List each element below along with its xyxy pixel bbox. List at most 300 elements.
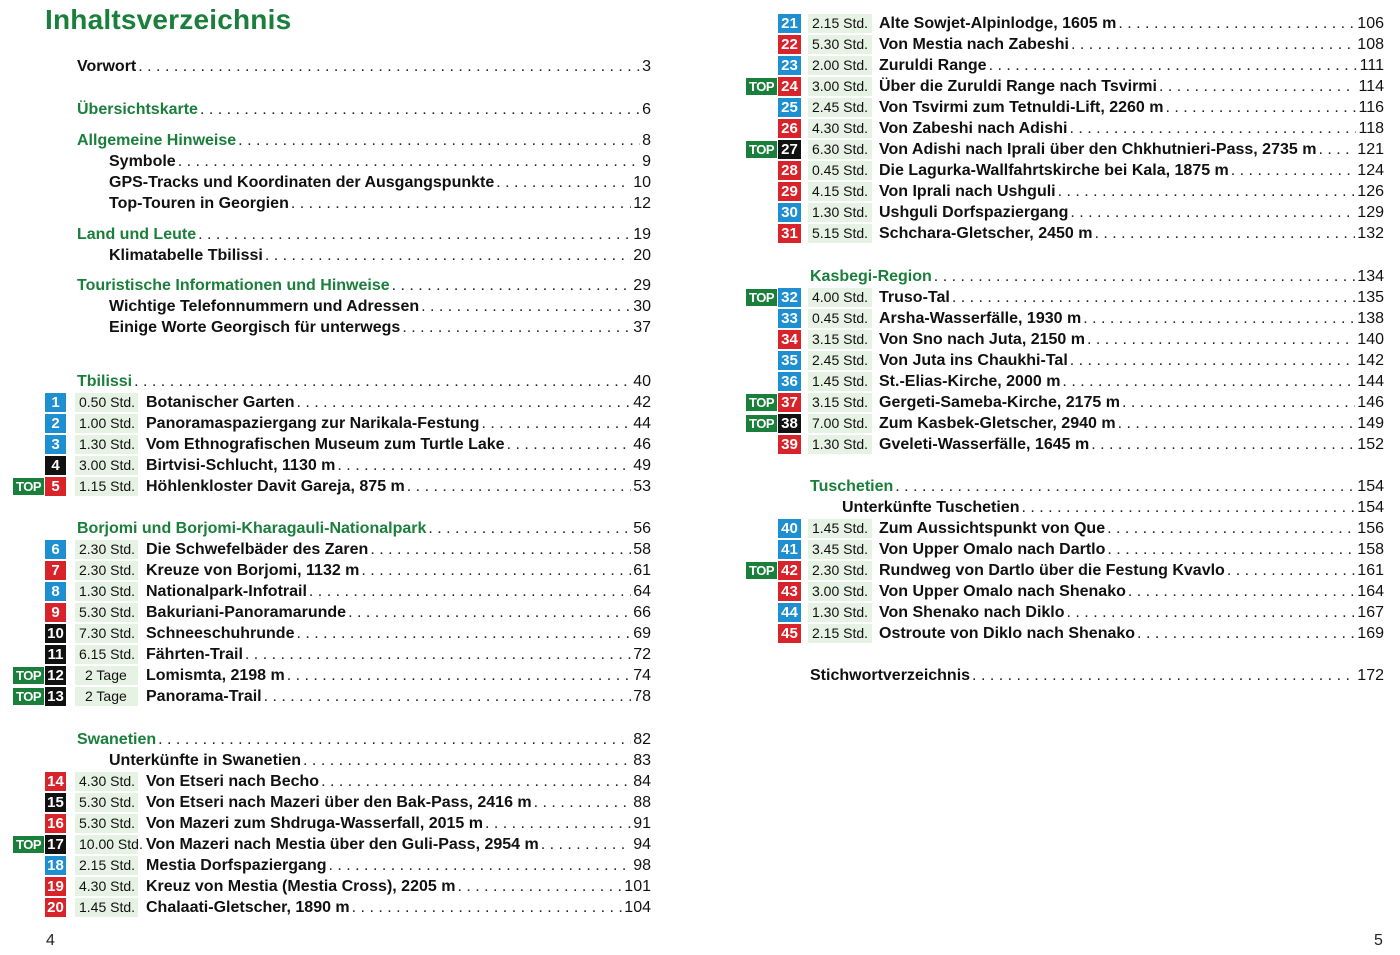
dot-leader bbox=[1122, 394, 1355, 412]
dot-leader bbox=[1128, 583, 1355, 601]
tour-duration: 4.30 Std. bbox=[808, 119, 872, 138]
dot-leader bbox=[1022, 499, 1356, 517]
tour-number-badge: 41 bbox=[778, 540, 801, 559]
top-tour-badge: TOP bbox=[746, 141, 777, 158]
toc-entry-title: Die Schwefelbäder des Zaren bbox=[146, 541, 369, 558]
toc-entry-title: Land und Leute bbox=[77, 226, 197, 243]
tour-number-badge: 37 bbox=[778, 393, 801, 412]
toc-page-number: 161 bbox=[1357, 562, 1384, 579]
toc-entry-title: Wichtige Telefonnummern und Adressen bbox=[109, 298, 420, 315]
toc-tour-entry[interactable] bbox=[0, 835, 1400, 855]
dot-leader bbox=[1070, 204, 1355, 222]
toc-tour-entry[interactable] bbox=[0, 161, 1400, 181]
tour-duration: 1.30 Std. bbox=[808, 203, 872, 222]
toc-page-number: 42 bbox=[633, 394, 651, 411]
toc-tour-entry[interactable] bbox=[0, 14, 1400, 34]
toc-tour-entry[interactable] bbox=[0, 793, 1400, 813]
toc-tour-entry[interactable] bbox=[0, 372, 1400, 392]
top-tour-badge: TOP bbox=[746, 78, 777, 95]
tour-duration: 2.15 Std. bbox=[808, 624, 872, 643]
tour-number-badge: 11 bbox=[45, 645, 66, 664]
toc-tour-entry[interactable] bbox=[0, 456, 1400, 476]
tour-duration: 1.00 Std. bbox=[75, 414, 138, 433]
toc-page-number: 134 bbox=[1357, 268, 1384, 285]
dot-leader bbox=[1118, 415, 1356, 433]
toc-page-number: 91 bbox=[633, 815, 651, 832]
toc-tour-entry[interactable] bbox=[0, 603, 1400, 623]
toc-entry-title: Zuruldi Range bbox=[879, 57, 987, 74]
tour-duration: 2.30 Std. bbox=[75, 561, 138, 580]
tour-duration: 3.00 Std. bbox=[808, 582, 872, 601]
toc-entry-title: Tbilissi bbox=[77, 373, 133, 390]
dot-leader bbox=[972, 667, 1355, 685]
tour-number-badge: 32 bbox=[778, 288, 801, 307]
tour-number-badge: 40 bbox=[778, 519, 801, 538]
toc-entry-title: Von Mazeri nach Mestia über den Guli-Pass, 2954 m bbox=[146, 836, 539, 853]
tour-number-badge: 4 bbox=[45, 456, 66, 475]
toc-entry-title: Von Adishi nach Iprali über den Chkhutnieri-Pass, 2735 m bbox=[879, 141, 1317, 158]
tour-duration: 7.00 Std. bbox=[808, 414, 872, 433]
toc-page-number: 101 bbox=[624, 878, 651, 895]
dot-leader bbox=[1318, 141, 1355, 159]
toc-entry-title: Mestia Dorfspaziergang bbox=[146, 857, 327, 874]
toc-tour-entry[interactable] bbox=[0, 435, 1400, 455]
dot-leader bbox=[158, 731, 631, 749]
dot-leader bbox=[1069, 120, 1356, 138]
dot-leader bbox=[328, 857, 631, 875]
tour-number-badge: 14 bbox=[45, 772, 66, 791]
toc-entry-title: Gergeti-Sameba-Kirche, 2175 m bbox=[879, 394, 1120, 411]
toc-tour-entry[interactable] bbox=[0, 330, 1400, 350]
toc-entry-title: Symbole bbox=[109, 153, 176, 170]
toc-entry-title: Top-Touren in Georgien bbox=[109, 195, 289, 212]
toc-page-number: 104 bbox=[624, 899, 651, 916]
toc-page-number: 146 bbox=[1357, 394, 1384, 411]
page-number-right: 5 bbox=[1374, 932, 1383, 949]
toc-page-number: 8 bbox=[642, 132, 651, 149]
tour-number-badge: 27 bbox=[778, 140, 801, 159]
toc-entry-title: Einige Worte Georgisch für unterwegs bbox=[109, 319, 401, 336]
tour-number-badge: 19 bbox=[45, 877, 66, 896]
toc-page-number: 49 bbox=[633, 457, 651, 474]
dot-leader bbox=[1118, 15, 1355, 33]
toc-tour-entry[interactable] bbox=[0, 877, 1400, 897]
tour-number-badge: 9 bbox=[45, 603, 66, 622]
dot-leader bbox=[1083, 310, 1355, 328]
toc-page-number: 106 bbox=[1357, 15, 1384, 32]
top-tour-badge: TOP bbox=[13, 667, 44, 684]
toc-page-number: 44 bbox=[633, 415, 651, 432]
toc-entry-title: Klimatabelle Tbilissi bbox=[109, 247, 263, 264]
top-tour-badge: TOP bbox=[13, 836, 44, 853]
toc-entry-title: Von Tsvirmi zum Tetnuldi-Lift, 2260 m bbox=[879, 99, 1164, 116]
tour-duration: 0.45 Std. bbox=[808, 161, 872, 180]
toc-entry-title: Stichwortverzeichnis bbox=[810, 667, 971, 684]
dot-leader bbox=[895, 478, 1355, 496]
toc-entry-title: Über die Zuruldi Range nach Tsvirmi bbox=[879, 78, 1157, 95]
tour-duration: 1.30 Std. bbox=[808, 603, 872, 622]
toc-page-number: 56 bbox=[633, 520, 651, 537]
dot-leader bbox=[337, 457, 631, 475]
toc-tour-entry[interactable] bbox=[0, 414, 1400, 434]
toc-entry-title: Nationalpark-Infotrail bbox=[146, 583, 307, 600]
toc-entry-title: Von Shenako nach Diklo bbox=[879, 604, 1065, 621]
tour-duration: 6.30 Std. bbox=[808, 140, 872, 159]
toc-entry-title: Von Etseri nach Becho bbox=[146, 773, 320, 790]
toc-page-number: 126 bbox=[1357, 183, 1384, 200]
toc-entry-title: Bakuriani-Panoramarunde bbox=[146, 604, 347, 621]
toc-entry-title: Zum Kasbek-Gletscher, 2940 m bbox=[879, 415, 1116, 432]
toc-page-number: 69 bbox=[633, 625, 651, 642]
toc-page-number: 167 bbox=[1357, 604, 1384, 621]
dot-leader bbox=[1058, 183, 1356, 201]
toc-page-number: 29 bbox=[633, 277, 651, 294]
toc-page-number: 3 bbox=[642, 58, 651, 75]
toc-tour-entry[interactable] bbox=[0, 77, 1400, 97]
toc-page-number: 74 bbox=[633, 667, 651, 684]
toc-entry-title: Ostroute von Diklo nach Shenako bbox=[879, 625, 1136, 642]
toc-page-number: 40 bbox=[633, 373, 651, 390]
toc-entry-title: Von Zabeshi nach Adishi bbox=[879, 120, 1068, 137]
toc-tour-entry[interactable] bbox=[0, 224, 1400, 244]
toc-tour-entry[interactable] bbox=[0, 35, 1400, 55]
tour-duration: 2.30 Std. bbox=[75, 540, 138, 559]
tour-number-badge: 25 bbox=[778, 98, 801, 117]
tour-duration: 2.45 Std. bbox=[808, 98, 872, 117]
toc-page-number: 20 bbox=[633, 247, 651, 264]
toc-page-number: 118 bbox=[1358, 120, 1384, 137]
dot-leader bbox=[264, 688, 632, 706]
toc-entry-title: Alte Sowjet-Alpinlodge, 1605 m bbox=[879, 15, 1117, 32]
tour-number-badge: 24 bbox=[778, 77, 801, 96]
tour-number-badge: 43 bbox=[778, 582, 801, 601]
dot-leader bbox=[1067, 604, 1356, 622]
toc-entry-title: St.-Elias-Kirche, 2000 m bbox=[879, 373, 1061, 390]
top-tour-badge: TOP bbox=[746, 394, 777, 411]
dot-leader bbox=[1107, 541, 1355, 559]
tour-duration: 4.00 Std. bbox=[808, 288, 872, 307]
toc-entry-title: Höhlenkloster Davit Gareja, 875 m bbox=[146, 478, 405, 495]
toc-page-number: 58 bbox=[633, 541, 651, 558]
toc-tour-entry[interactable] bbox=[0, 582, 1400, 602]
tour-number-badge: 26 bbox=[778, 119, 801, 138]
toc-tour-entry[interactable] bbox=[0, 203, 1400, 223]
toc-entry-title: Birtvisi-Schlucht, 1130 m bbox=[146, 457, 336, 474]
tour-duration: 2.00 Std. bbox=[808, 56, 872, 75]
dot-leader bbox=[541, 836, 631, 854]
tour-duration: 5.30 Std. bbox=[75, 793, 138, 812]
tour-duration: 10.00 Std. bbox=[75, 835, 138, 854]
toc-page-number: 124 bbox=[1357, 162, 1384, 179]
top-tour-badge: TOP bbox=[746, 562, 777, 579]
toc-entry-title: Kasbegi-Region bbox=[810, 268, 932, 285]
tour-number-badge: 38 bbox=[778, 414, 801, 433]
tour-number-badge: 45 bbox=[778, 624, 801, 643]
tour-duration: 3.15 Std. bbox=[808, 393, 872, 412]
toc-entry-title: Truso-Tal bbox=[879, 289, 950, 306]
toc-page-number: 158 bbox=[1357, 541, 1384, 558]
toc-entry-title: Zum Aussichtspunkt von Que bbox=[879, 520, 1106, 537]
toc-entry-title: Übersichtskarte bbox=[77, 101, 198, 118]
tour-duration: 0.45 Std. bbox=[808, 309, 872, 328]
tour-duration: 1.30 Std. bbox=[808, 435, 872, 454]
tour-duration: 4.30 Std. bbox=[75, 877, 138, 896]
toc-entry-title: Swanetien bbox=[77, 731, 157, 748]
tour-duration: 1.45 Std. bbox=[75, 898, 138, 917]
tour-duration: 4.30 Std. bbox=[75, 772, 138, 791]
toc-entry-title: GPS-Tracks und Koordinaten der Ausgangspunkte bbox=[109, 174, 495, 191]
top-tour-badge: TOP bbox=[746, 415, 777, 432]
toc-entry-title: Von Sno nach Juta, 2150 m bbox=[879, 331, 1085, 348]
top-tour-badge: TOP bbox=[746, 289, 777, 306]
toc-page-number: 129 bbox=[1357, 204, 1384, 221]
tour-number-badge: 7 bbox=[45, 561, 66, 580]
dot-leader bbox=[457, 878, 622, 896]
tour-duration: 2.15 Std. bbox=[808, 14, 872, 33]
tour-duration: 5.30 Std. bbox=[808, 35, 872, 54]
toc-page-number: 19 bbox=[633, 226, 651, 243]
dot-leader bbox=[1137, 625, 1355, 643]
tour-number-badge: 42 bbox=[778, 561, 801, 580]
tour-number-badge: 18 bbox=[45, 856, 66, 875]
toc-subsection-entry[interactable] bbox=[0, 751, 1400, 771]
top-tour-badge: TOP bbox=[13, 478, 44, 495]
tour-duration: 2 Tage bbox=[75, 666, 138, 685]
toc-tour-entry[interactable] bbox=[0, 182, 1400, 202]
toc-subsection-entry[interactable] bbox=[0, 246, 1400, 266]
dot-leader bbox=[1231, 162, 1356, 180]
tour-duration: 5.30 Std. bbox=[75, 814, 138, 833]
toc-page-number: 116 bbox=[1358, 99, 1384, 116]
dot-leader bbox=[265, 247, 631, 265]
tour-number-badge: 15 bbox=[45, 793, 66, 812]
dot-leader bbox=[534, 794, 632, 812]
toc-tour-entry[interactable] bbox=[0, 351, 1400, 371]
toc-entry-title: Unterkünfte Tuschetien bbox=[842, 499, 1020, 516]
toc-tour-entry[interactable] bbox=[0, 540, 1400, 560]
toc-entry-title: Von Mestia nach Zabeshi bbox=[879, 36, 1069, 53]
toc-tour-entry[interactable] bbox=[0, 519, 1400, 539]
toc-entry-title: Botanischer Garten bbox=[146, 394, 295, 411]
dot-leader bbox=[1107, 520, 1355, 538]
toc-page-number: 108 bbox=[1357, 36, 1384, 53]
tour-number-badge: 3 bbox=[45, 435, 66, 454]
toc-tour-entry[interactable] bbox=[0, 140, 1400, 160]
tour-duration: 6.15 Std. bbox=[75, 645, 138, 664]
toc-page-number: 64 bbox=[633, 583, 651, 600]
toc-page-number: 144 bbox=[1357, 373, 1384, 390]
tour-number-badge: 29 bbox=[778, 182, 801, 201]
toc-entry-title: Chalaati-Gletscher, 1890 m bbox=[146, 899, 350, 916]
toc-tour-entry[interactable] bbox=[0, 98, 1400, 118]
toc-section-entry[interactable] bbox=[0, 477, 1400, 497]
tour-number-badge: 10 bbox=[45, 624, 66, 643]
toc-tour-entry[interactable] bbox=[0, 56, 1400, 76]
dot-leader bbox=[952, 289, 1355, 307]
tour-number-badge: 8 bbox=[45, 582, 66, 601]
tour-number-badge: 44 bbox=[778, 603, 801, 622]
toc-page-number: 10 bbox=[633, 174, 651, 191]
dot-leader bbox=[1091, 436, 1355, 454]
tour-duration: 3.45 Std. bbox=[808, 540, 872, 559]
tour-number-badge: 28 bbox=[778, 161, 801, 180]
toc-page-number: 156 bbox=[1357, 520, 1384, 537]
toc-entry-title: Schchara-Gletscher, 2450 m bbox=[879, 225, 1093, 242]
toc-entry-title: Vorwort bbox=[77, 58, 137, 75]
toc-subsection-entry[interactable] bbox=[0, 498, 1400, 518]
tour-duration: 0.50 Std. bbox=[75, 393, 138, 412]
tour-number-badge: 33 bbox=[778, 309, 801, 328]
toc-tour-entry[interactable] bbox=[0, 119, 1400, 139]
dot-leader bbox=[1165, 99, 1356, 117]
toc-page-number: 135 bbox=[1357, 289, 1384, 306]
tour-number-badge: 23 bbox=[778, 56, 801, 75]
toc-tour-entry[interactable] bbox=[0, 898, 1400, 918]
tour-duration: 1.30 Std. bbox=[75, 582, 138, 601]
toc-page-number: 12 bbox=[633, 195, 651, 212]
toc-entry-title: Die Lagurka-Wallfahrtskirche bei Kala, 1875 m bbox=[879, 162, 1229, 179]
toc-entry-title: Von Juta ins Chaukhi-Tal bbox=[879, 352, 1068, 369]
dot-leader bbox=[1071, 36, 1355, 54]
tour-duration: 7.30 Std. bbox=[75, 624, 138, 643]
toc-page-number: 88 bbox=[633, 794, 651, 811]
tour-number-badge: 1 bbox=[45, 393, 66, 412]
dot-leader bbox=[321, 773, 631, 791]
toc-entry-title: Tuschetien bbox=[810, 478, 894, 495]
toc-section-entry[interactable] bbox=[0, 267, 1400, 287]
toc-page-number: 72 bbox=[633, 646, 651, 663]
dot-leader bbox=[245, 646, 631, 664]
dot-leader bbox=[1062, 373, 1355, 391]
tour-number-badge: 5 bbox=[45, 477, 66, 496]
toc-page-number: 154 bbox=[1357, 478, 1384, 495]
toc-entry-title: Gveleti-Wasserfälle, 1645 m bbox=[879, 436, 1090, 453]
toc-page-number: 152 bbox=[1357, 436, 1384, 453]
dot-leader bbox=[352, 899, 623, 917]
toc-page-number: 9 bbox=[642, 153, 651, 170]
toc-page-number: 78 bbox=[633, 688, 651, 705]
toc-page-number: 61 bbox=[633, 562, 651, 579]
toc-entry-title: Allgemeine Hinweise bbox=[77, 132, 237, 149]
toc-page-number: 154 bbox=[1357, 499, 1384, 516]
tour-duration: 1.45 Std. bbox=[808, 372, 872, 391]
tour-number-badge: 36 bbox=[778, 372, 801, 391]
toc-page-number: 98 bbox=[633, 857, 651, 874]
toc-page-number: 84 bbox=[633, 773, 651, 790]
toc-page-number: 30 bbox=[633, 298, 651, 315]
tour-duration: 4.15 Std. bbox=[808, 182, 872, 201]
toc-tour-entry[interactable] bbox=[0, 772, 1400, 792]
toc-tour-entry[interactable] bbox=[0, 393, 1400, 413]
page-number-left: 4 bbox=[46, 932, 55, 949]
toc-entry-title: Borjomi und Borjomi-Kharagauli-Nationalpark bbox=[77, 520, 427, 537]
toc-page-number: 121 bbox=[1357, 141, 1384, 158]
tour-duration: 2.45 Std. bbox=[808, 351, 872, 370]
dot-leader bbox=[1094, 225, 1355, 243]
tour-duration: 2.15 Std. bbox=[75, 856, 138, 875]
toc-tour-entry[interactable] bbox=[0, 687, 1400, 707]
tour-duration: 5.15 Std. bbox=[808, 224, 872, 243]
page-title: Inhaltsverzeichnis bbox=[45, 4, 292, 35]
toc-page-number: 164 bbox=[1357, 583, 1384, 600]
dot-leader bbox=[485, 815, 631, 833]
tour-duration: 5.30 Std. bbox=[75, 603, 138, 622]
toc-entry-title: Von Upper Omalo nach Shenako bbox=[879, 583, 1126, 600]
toc-page-number: 83 bbox=[633, 752, 651, 769]
dot-leader bbox=[989, 57, 1358, 75]
toc-entry-title: Schneeschuhrunde bbox=[146, 625, 295, 642]
dot-leader bbox=[303, 752, 631, 770]
dot-leader bbox=[1087, 331, 1355, 349]
toc-tour-entry[interactable] bbox=[0, 288, 1400, 308]
toc-page-number: 138 bbox=[1357, 310, 1384, 327]
toc-entry-title: Von Etseri nach Mazeri über den Bak-Pass, 2416 m bbox=[146, 794, 532, 811]
toc-entry-title: Touristische Informationen und Hinweise bbox=[77, 277, 390, 294]
top-tour-badge: TOP bbox=[13, 688, 44, 705]
toc-section-entry[interactable] bbox=[0, 666, 1400, 686]
toc-entry-title: Lomismta, 2198 m bbox=[146, 667, 285, 684]
tour-duration: 3.00 Std. bbox=[75, 456, 138, 475]
toc-entry-title: Panorama-Trail bbox=[146, 688, 262, 705]
toc-page-number: 169 bbox=[1357, 625, 1384, 642]
toc-page-number: 149 bbox=[1357, 415, 1384, 432]
tour-number-badge: 22 bbox=[778, 35, 801, 54]
dot-leader bbox=[1227, 562, 1355, 580]
toc-page-number: 6 bbox=[642, 101, 651, 118]
tour-duration: 2 Tage bbox=[75, 687, 138, 706]
tour-duration: 3.15 Std. bbox=[808, 330, 872, 349]
toc-entry-title: Kreuz von Mestia (Mestia Cross), 2205 m bbox=[146, 878, 456, 895]
toc-tour-entry[interactable] bbox=[0, 645, 1400, 665]
toc-entry-title: Fährten-Trail bbox=[146, 646, 243, 663]
toc-tour-entry[interactable] bbox=[0, 309, 1400, 329]
tour-number-badge: 16 bbox=[45, 814, 66, 833]
tour-number-badge: 31 bbox=[778, 224, 801, 243]
toc-entry-title: Von Mazeri zum Shdruga-Wasserfall, 2015 m bbox=[146, 815, 483, 832]
toc-entry-title: Kreuze von Borjomi, 1132 m bbox=[146, 562, 360, 579]
toc-page-number: 172 bbox=[1357, 667, 1384, 684]
toc-tour-entry[interactable] bbox=[0, 814, 1400, 834]
toc-page-number: 114 bbox=[1358, 78, 1384, 95]
toc-page-number: 66 bbox=[633, 604, 651, 621]
toc-entry-title: Rundweg von Dartlo über die Festung Kvavlo bbox=[879, 562, 1225, 579]
dot-leader bbox=[934, 268, 1356, 286]
toc-entry-title: Von Upper Omalo nach Dartlo bbox=[879, 541, 1106, 558]
toc-tour-entry[interactable] bbox=[0, 624, 1400, 644]
toc-page-number: 140 bbox=[1357, 331, 1384, 348]
toc-page-number: 111 bbox=[1359, 57, 1384, 74]
toc-page-number: 53 bbox=[633, 478, 651, 495]
toc-page-number: 132 bbox=[1357, 225, 1384, 242]
tour-number-badge: 12 bbox=[45, 666, 66, 685]
tour-number-badge: 35 bbox=[778, 351, 801, 370]
toc-page-number: 37 bbox=[633, 319, 651, 336]
toc-entry-title: Unterkünfte in Swanetien bbox=[109, 752, 302, 769]
tour-number-badge: 20 bbox=[45, 898, 66, 917]
tour-number-badge: 17 bbox=[45, 835, 66, 854]
tour-number-badge: 39 bbox=[778, 435, 801, 454]
tour-number-badge: 6 bbox=[45, 540, 66, 559]
tour-duration: 1.30 Std. bbox=[75, 435, 138, 454]
toc-page-number: 82 bbox=[633, 731, 651, 748]
toc-tour-entry[interactable] bbox=[0, 856, 1400, 876]
tour-duration: 1.45 Std. bbox=[808, 519, 872, 538]
toc-tour-entry[interactable] bbox=[0, 561, 1400, 581]
toc-section-entry[interactable] bbox=[0, 730, 1400, 750]
tour-number-badge: 2 bbox=[45, 414, 66, 433]
toc-page-number: 142 bbox=[1357, 352, 1384, 369]
toc-entry-title: Ushguli Dorfspaziergang bbox=[879, 204, 1069, 221]
